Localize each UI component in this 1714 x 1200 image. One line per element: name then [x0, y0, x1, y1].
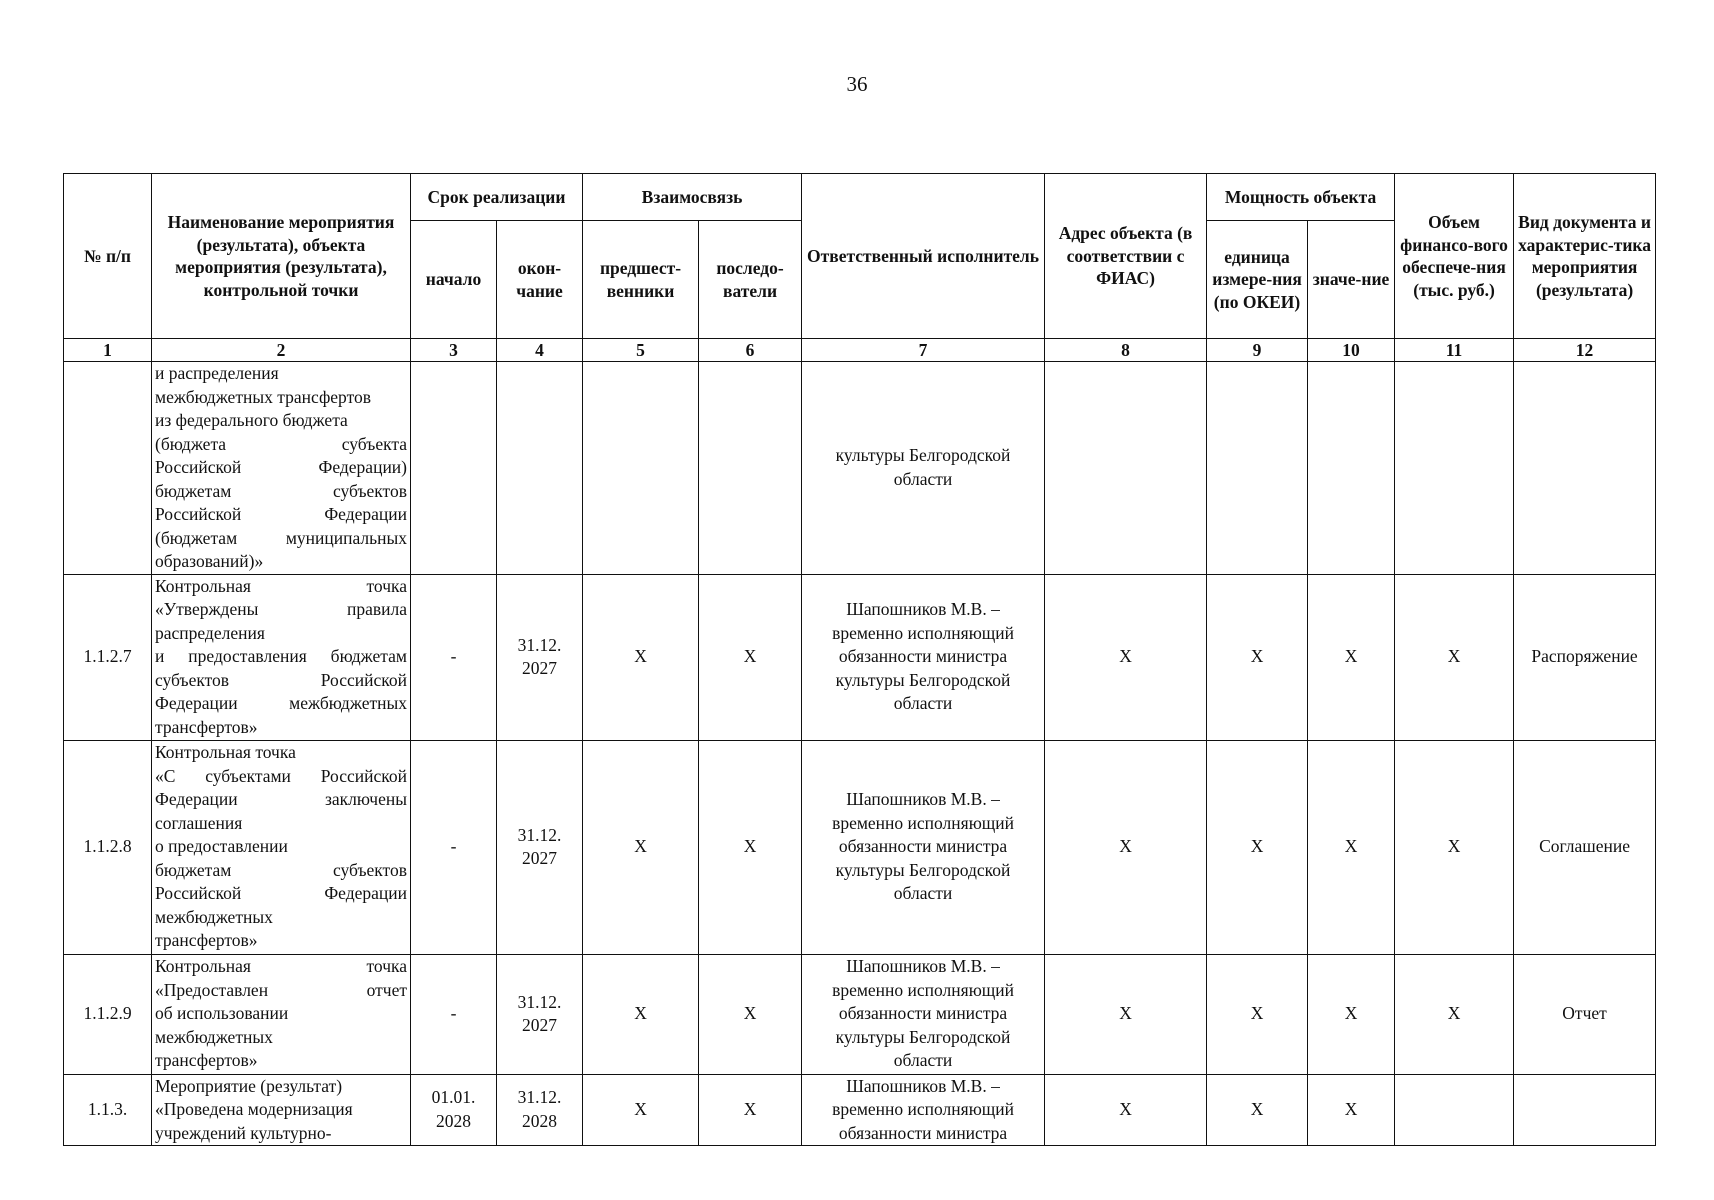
- unit-cell: X: [1207, 954, 1308, 1074]
- page-number: 36: [846, 72, 868, 96]
- header-link-prev: предшест-венники: [583, 221, 699, 339]
- event-name-line: Контрольная точка: [155, 742, 296, 763]
- address-cell: X: [1045, 574, 1207, 740]
- header-responsible: Ответственный исполнитель: [802, 174, 1045, 339]
- responsible-line: обязанности министра: [838, 1003, 1008, 1024]
- header-link: Взаимосвязь: [583, 174, 802, 221]
- responsible-line: обязанности министра: [838, 1122, 1008, 1143]
- column-number: 10: [1308, 339, 1395, 362]
- event-name-line: «Утверждены правила: [155, 599, 407, 620]
- event-name-line: бюджетам субъектов: [155, 480, 407, 501]
- end-date-cell: 31.12. 2027: [497, 954, 583, 1074]
- event-name-line: «С субъектами Российской: [155, 765, 407, 786]
- event-name-line: «Предоставлен отчет: [155, 979, 407, 1000]
- unit-cell: [1207, 362, 1308, 575]
- responsible-line: временно исполняющий: [832, 979, 1014, 1000]
- predecessors-cell: X: [583, 1074, 699, 1146]
- doc-type-cell: Распоряжение: [1514, 574, 1656, 740]
- column-number: 6: [699, 339, 802, 362]
- responsible-line: области: [893, 883, 953, 904]
- row-number-cell: 1.1.2.7: [64, 574, 152, 740]
- event-name-line: бюджетам субъектов: [155, 859, 407, 880]
- header-capacity: Мощность объекта: [1207, 174, 1395, 221]
- event-name-line: Федерации межбюджетных: [155, 693, 407, 714]
- responsible-line: культуры Белгородской: [835, 669, 1011, 690]
- event-name-line: субъектов Российской: [155, 669, 407, 690]
- column-number: 11: [1395, 339, 1514, 362]
- responsible-line: Шапошников М.В. –: [846, 789, 1000, 810]
- event-name-line: об использовании: [155, 1003, 289, 1024]
- responsible-cell: [802, 1074, 1045, 1146]
- event-name-line: межбюджетных трансфертов: [155, 386, 371, 407]
- column-number-row: [64, 339, 1656, 362]
- header-term-start: начало: [411, 221, 497, 339]
- event-name-cell: [152, 740, 411, 954]
- header-capacity-value: значе-ние: [1308, 221, 1395, 339]
- column-number: 1: [64, 339, 152, 362]
- event-name-line: Российской Федерации: [155, 504, 407, 524]
- event-name-line: (бюджетам муниципальных: [155, 527, 407, 548]
- responsible-cell: [802, 954, 1045, 1074]
- column-number: 2: [152, 339, 411, 362]
- successors-cell: [699, 362, 802, 575]
- row-number-cell: 1.1.2.9: [64, 954, 152, 1074]
- successors-cell: X: [699, 1074, 802, 1146]
- start-date-cell: [411, 362, 497, 575]
- event-name-line: «Проведена модернизация: [155, 1099, 353, 1119]
- event-name-line: трансфертов»: [155, 930, 258, 951]
- event-name-line: Контрольная точка: [155, 575, 407, 596]
- successors-cell: X: [699, 954, 802, 1074]
- doc-type-cell: Отчет: [1514, 954, 1656, 1074]
- value-cell: X: [1308, 574, 1395, 740]
- responsible-cell: [802, 362, 1045, 575]
- event-name-line: и распределения: [155, 363, 279, 383]
- start-date-cell: -: [411, 574, 497, 740]
- event-name-line: Российской Федерации: [155, 883, 407, 904]
- header-doc-type: Вид документа и характерис-тика мероприятия (результата): [1514, 174, 1656, 339]
- address-cell: [1045, 362, 1207, 575]
- event-name-line: межбюджетных: [155, 1026, 273, 1047]
- header-capacity-unit: единица измере-ния (по ОКЕИ): [1207, 221, 1308, 339]
- address-cell: X: [1045, 1074, 1207, 1146]
- responsible-line: культуры Белгородской: [835, 1026, 1011, 1047]
- event-name-line: Контрольная точка: [155, 956, 407, 977]
- responsible-line: Шапошников М.В. –: [846, 956, 1000, 977]
- finance-cell: X: [1395, 574, 1514, 740]
- row-number-cell: 1.1.3.: [64, 1074, 152, 1146]
- event-name-line: распределения: [155, 622, 265, 643]
- value-cell: X: [1308, 1074, 1395, 1146]
- responsible-line: области: [893, 1050, 953, 1071]
- column-number: 9: [1207, 339, 1308, 362]
- event-name-cell: [152, 1074, 411, 1146]
- event-name-cell: [152, 362, 411, 575]
- end-date-cell: 31.12. 2027: [497, 740, 583, 954]
- start-date-cell: -: [411, 740, 497, 954]
- end-date-cell: 31.12. 2027: [497, 574, 583, 740]
- finance-cell: X: [1395, 954, 1514, 1074]
- address-cell: X: [1045, 740, 1207, 954]
- responsible-line: временно исполняющий: [832, 622, 1014, 643]
- column-number: 5: [583, 339, 699, 362]
- event-name-line: трансфертов»: [155, 716, 258, 737]
- event-name-line: учреждений культурно-: [155, 1122, 332, 1143]
- responsible-line: культуры Белгородской: [835, 445, 1011, 466]
- finance-cell: [1395, 1074, 1514, 1146]
- predecessors-cell: X: [583, 574, 699, 740]
- predecessors-cell: [583, 362, 699, 575]
- responsible-line: Шапошников М.В. –: [846, 599, 1000, 620]
- finance-cell: [1395, 362, 1514, 575]
- responsible-line: Шапошников М.В. –: [846, 1075, 1000, 1096]
- event-name-line: из федерального бюджета: [155, 410, 348, 430]
- row-number-cell: 1.1.2.8: [64, 740, 152, 954]
- unit-cell: X: [1207, 1074, 1308, 1146]
- header-term-end: окон-чание: [497, 221, 583, 339]
- start-date-cell: 01.01. 2028: [411, 1074, 497, 1146]
- event-name-line: Мероприятие (результат): [155, 1075, 343, 1096]
- end-date-cell: [497, 362, 583, 575]
- value-cell: X: [1308, 954, 1395, 1074]
- table-row: [64, 362, 1656, 575]
- event-name-line: межбюджетных: [155, 906, 273, 927]
- end-date-cell: 31.12. 2028: [497, 1074, 583, 1146]
- event-name-cell: [152, 954, 411, 1074]
- value-cell: X: [1308, 740, 1395, 954]
- event-name-line: образований)»: [155, 551, 264, 571]
- header-term: Срок реализации: [411, 174, 583, 221]
- responsible-line: области: [893, 693, 953, 714]
- header-address: Адрес объекта (в соответствии с ФИАС): [1045, 174, 1207, 339]
- responsible-line: культуры Белгородской: [835, 859, 1011, 880]
- event-name-line: (бюджета субъекта: [155, 433, 407, 454]
- doc-type-cell: Соглашение: [1514, 740, 1656, 954]
- unit-cell: X: [1207, 574, 1308, 740]
- event-name-line: Федерации заключены: [155, 789, 407, 810]
- header-num: № п/п: [64, 174, 152, 339]
- event-name-line: соглашения: [155, 812, 243, 833]
- column-number: 4: [497, 339, 583, 362]
- column-number: 8: [1045, 339, 1207, 362]
- event-name-line: трансфертов»: [155, 1050, 258, 1071]
- row-number-cell: [64, 362, 152, 575]
- predecessors-cell: X: [583, 954, 699, 1074]
- event-name-line: и предоставления бюджетам: [155, 646, 407, 667]
- event-name-line: Российской Федерации): [155, 457, 407, 477]
- doc-type-cell: [1514, 1074, 1656, 1146]
- start-date-cell: -: [411, 954, 497, 1074]
- table-row: [64, 740, 1656, 954]
- column-number: 12: [1514, 339, 1656, 362]
- table-row: [64, 574, 1656, 740]
- successors-cell: X: [699, 574, 802, 740]
- header-name: Наименование мероприятия (результата), объекта мероприятия (результата), контрольной точки: [152, 174, 411, 339]
- address-cell: X: [1045, 954, 1207, 1074]
- header-link-next: последо-ватели: [699, 221, 802, 339]
- event-plan-table: [63, 173, 1656, 1146]
- column-number: 7: [802, 339, 1045, 362]
- responsible-cell: [802, 740, 1045, 954]
- responsible-line: временно исполняющий: [832, 1099, 1014, 1119]
- responsible-line: обязанности министра: [838, 646, 1008, 667]
- table-row: [64, 954, 1656, 1074]
- event-name-line: о предоставлении: [155, 836, 288, 857]
- responsible-line: обязанности министра: [838, 836, 1008, 857]
- unit-cell: X: [1207, 740, 1308, 954]
- table-row: [64, 1074, 1656, 1146]
- header-finance: Объем финансо-вого обеспече-ния (тыс. руб.): [1395, 174, 1514, 339]
- successors-cell: X: [699, 740, 802, 954]
- finance-cell: X: [1395, 740, 1514, 954]
- column-number: 3: [411, 339, 497, 362]
- responsible-cell: [802, 574, 1045, 740]
- doc-type-cell: [1514, 362, 1656, 575]
- responsible-line: области: [893, 468, 953, 489]
- predecessors-cell: X: [583, 740, 699, 954]
- event-name-cell: [152, 574, 411, 740]
- responsible-line: временно исполняющий: [832, 812, 1014, 833]
- value-cell: [1308, 362, 1395, 575]
